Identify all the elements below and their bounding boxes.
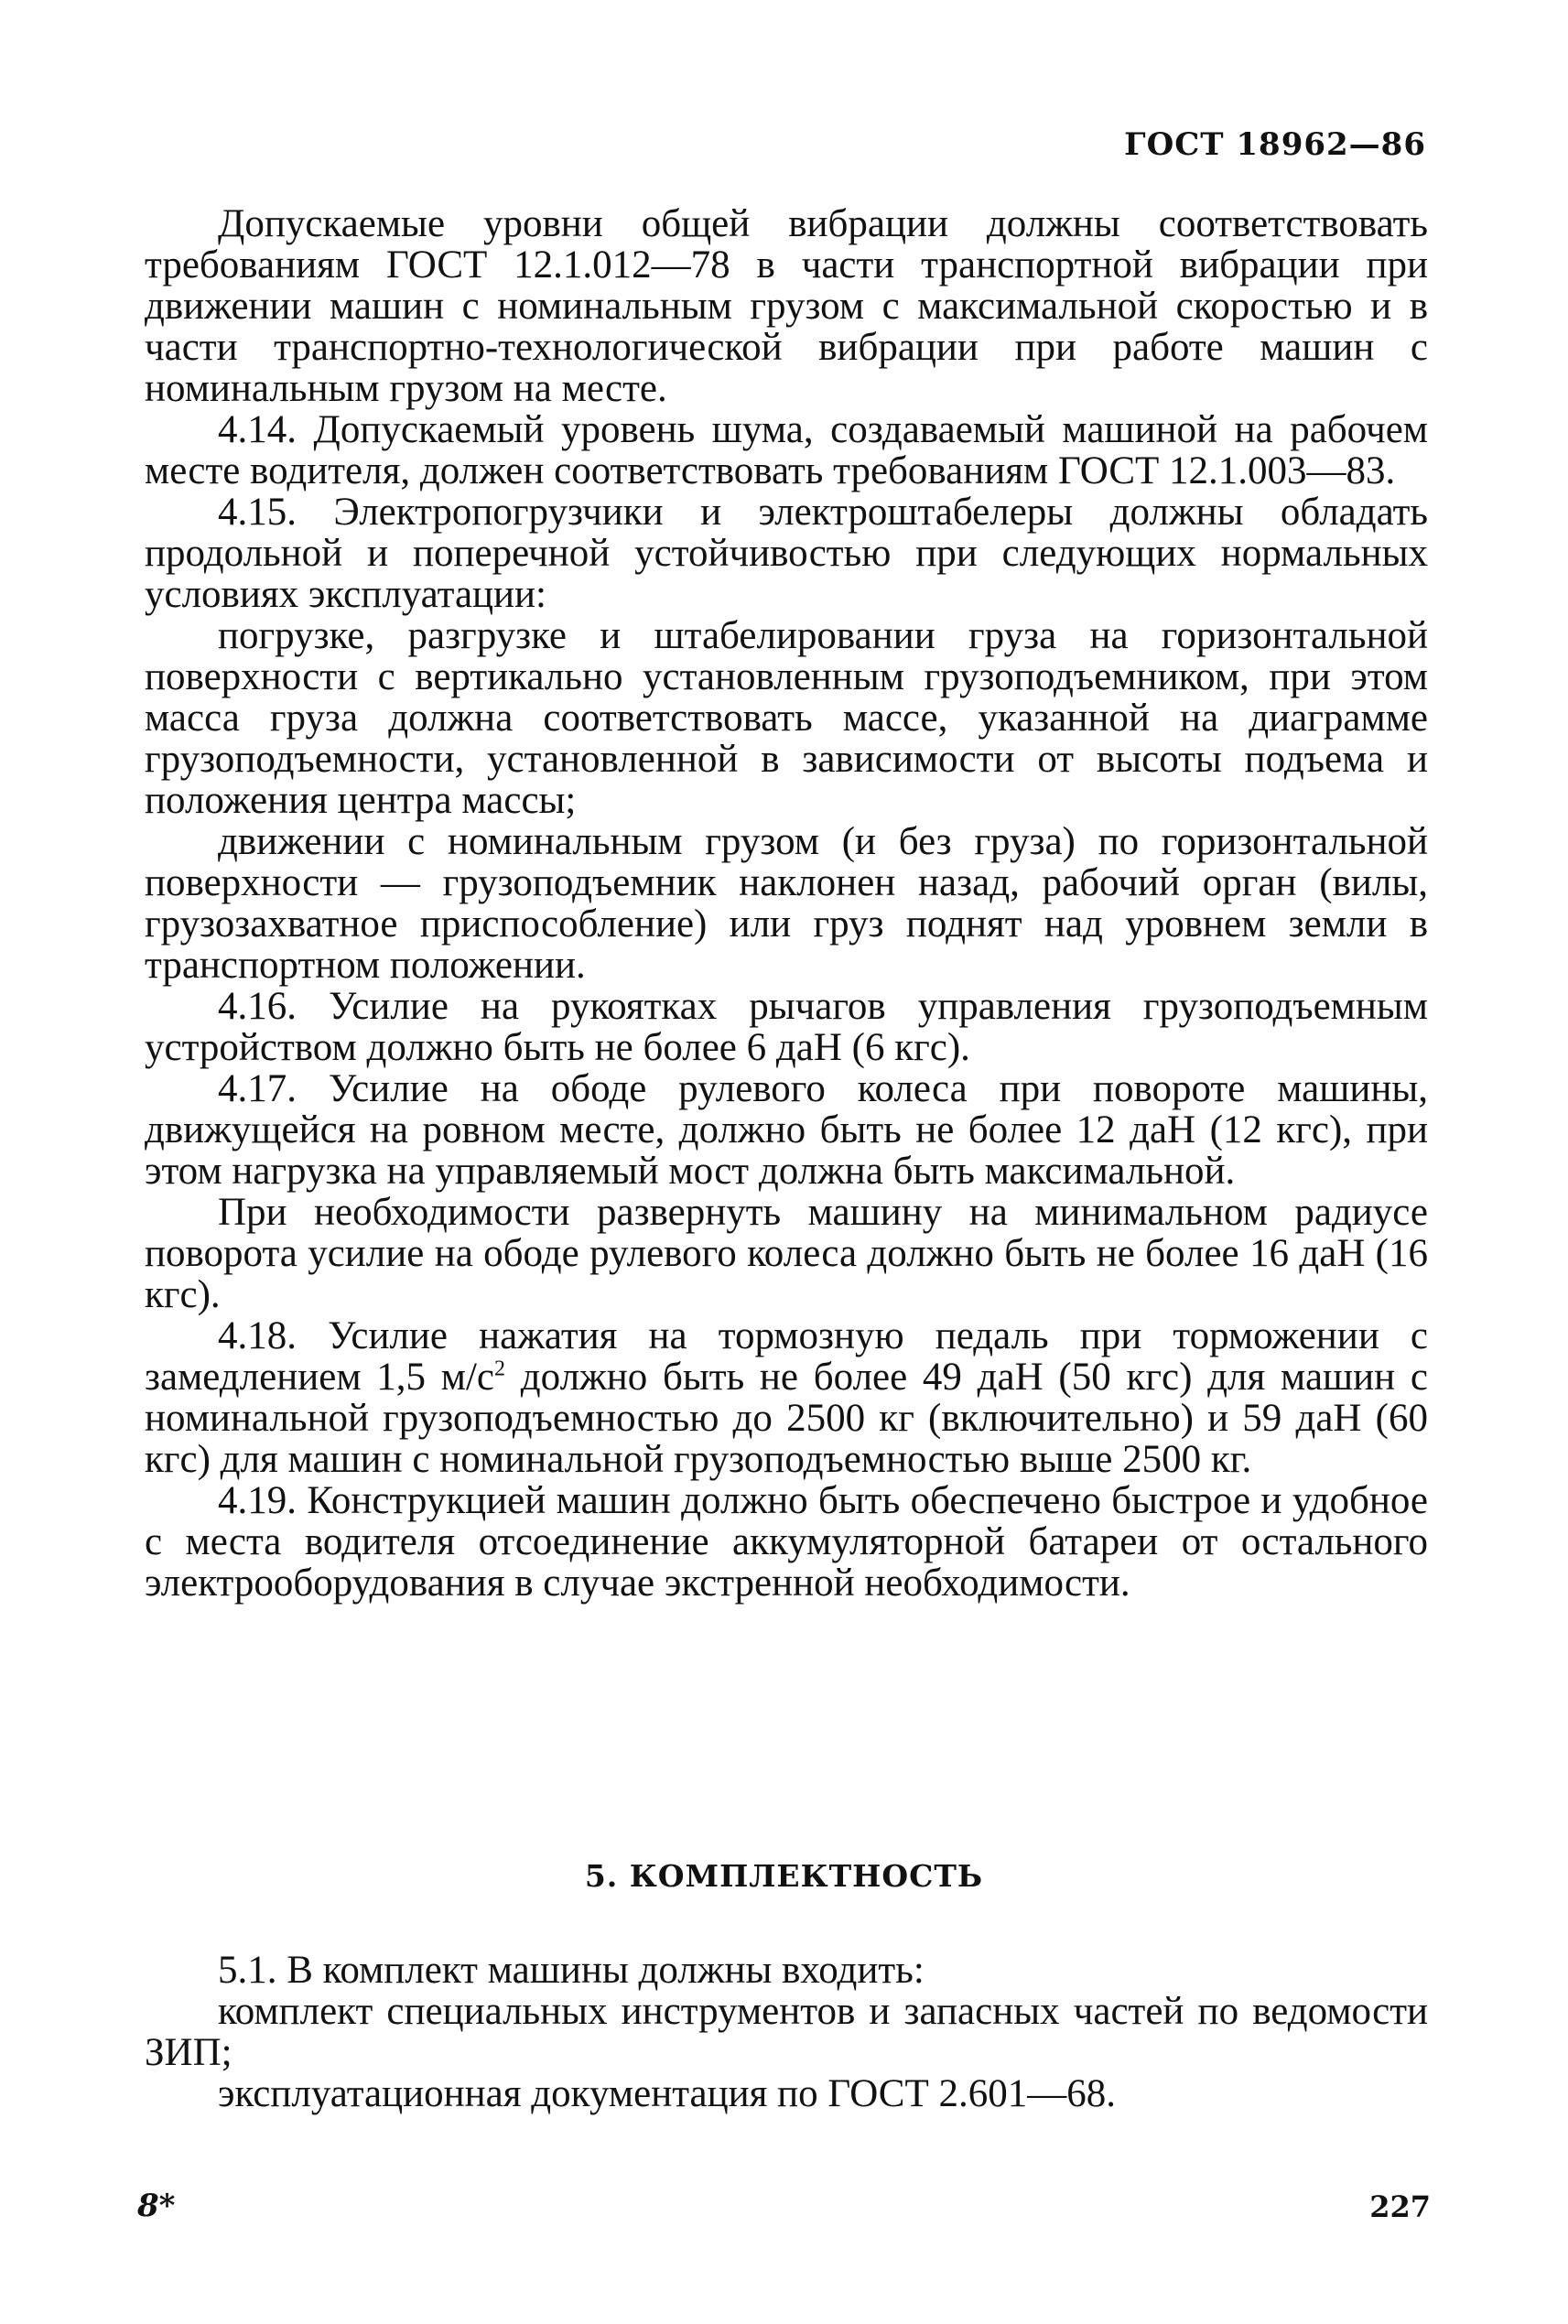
main-text — [145, 203, 1428, 1604]
paragraph-4-15: 4.15. Электропогрузчики и электроштабелеры должны обладать продольной и поперечной устойчивостью при следующих нормальных условиях эксплуатации: — [145, 491, 1428, 616]
p418-superscript: 2 — [494, 1357, 506, 1381]
p418-after: должно быть не более 49 даН (50 кгс) для машин с номинальной грузоподъемностью до 2500 кг (включительно) и 59 даН (60 кгс) для машин с номинальной грузоподъемностью выше 2500 кг. — [145, 1356, 1428, 1481]
p418-before: 4.18. Усилие нажатия на тормозную педаль при торможении с замедлением 1,5 м/с — [145, 1314, 1428, 1399]
section-item: эксплуатационная документация по ГОСТ 2.601—68. — [218, 2072, 1116, 2115]
section-item: комплект специальных инструментов и запасных частей по ведомости ЗИП; — [145, 1990, 1428, 2074]
paragraph-loading-conditions: погрузке, разгрузке и штабелировании груза на горизонтальной поверхности с вертикально установленным грузоподъемником, при этом масса груза должна соответствовать массе, указанной на диаграмме грузоподъемности, установленной в зависимости от высоты подъема и положения центра массы; — [145, 614, 1428, 822]
paragraph-4-16: 4.16. Усилие на рукоятках рычагов управления грузоподъемным устройством должно быть не более 6 даН (6 кгс). — [145, 985, 1428, 1069]
paragraph-4-14: 4.14. Допускаемый уровень шума, создаваемый машиной на рабочем месте водителя, должен соответствовать требованиям ГОСТ 12.1.003—83. — [145, 408, 1428, 492]
section-5-text — [145, 1950, 1428, 2114]
page-number: 227 — [1369, 2189, 1431, 2224]
document-header: ГОСТ 18962—86 — [1124, 126, 1426, 163]
paragraph-movement-conditions: движении с номинальным грузом (и без груза) по горизонтальной поверхности — грузоподъемник наклонен назад, рабочий орган (вилы, грузозахватное приспособление) или груз поднят над уровнем земли в транспортном положении. — [145, 820, 1428, 987]
paragraph-min-radius: При необходимости развернуть машину на минимальном радиусе поворота усилие на ободе рулевого колеса должно быть не более 16 даН (16 кгс). — [145, 1191, 1428, 1316]
signature-mark: 8* — [137, 2188, 176, 2224]
section-title: 5. КОМПЛЕКТНОСТЬ — [584, 1858, 984, 1894]
paragraph-vibration: Допускаемые уровни общей вибрации должны соответствовать требованиям ГОСТ 12.1.012—78 в части транспортной вибрации при движении машин с номинальным грузом с максимальной скоростью и в части транспортно-технологической вибрации при работе машин с номинальным грузом на месте. — [145, 202, 1428, 410]
paragraph-4-18 — [145, 1315, 1428, 1480]
paragraph-4-17: 4.17. Усилие на ободе рулевого колеса при повороте машины, движущейся на ровном месте, должно быть не более 12 даН (12 кгс), при этом нагрузка на управляемый мост должна быть максимальной. — [145, 1067, 1428, 1193]
paragraph-4-19: 4.19. Конструкцией машин должно быть обеспечено быстрое и удобное с места водителя отсоединение аккумуляторной батареи от остального электрооборудования в случае экстренной необходимости. — [145, 1479, 1428, 1605]
section-item: 5.1. В комплект машины должны входить: — [218, 1949, 925, 1992]
